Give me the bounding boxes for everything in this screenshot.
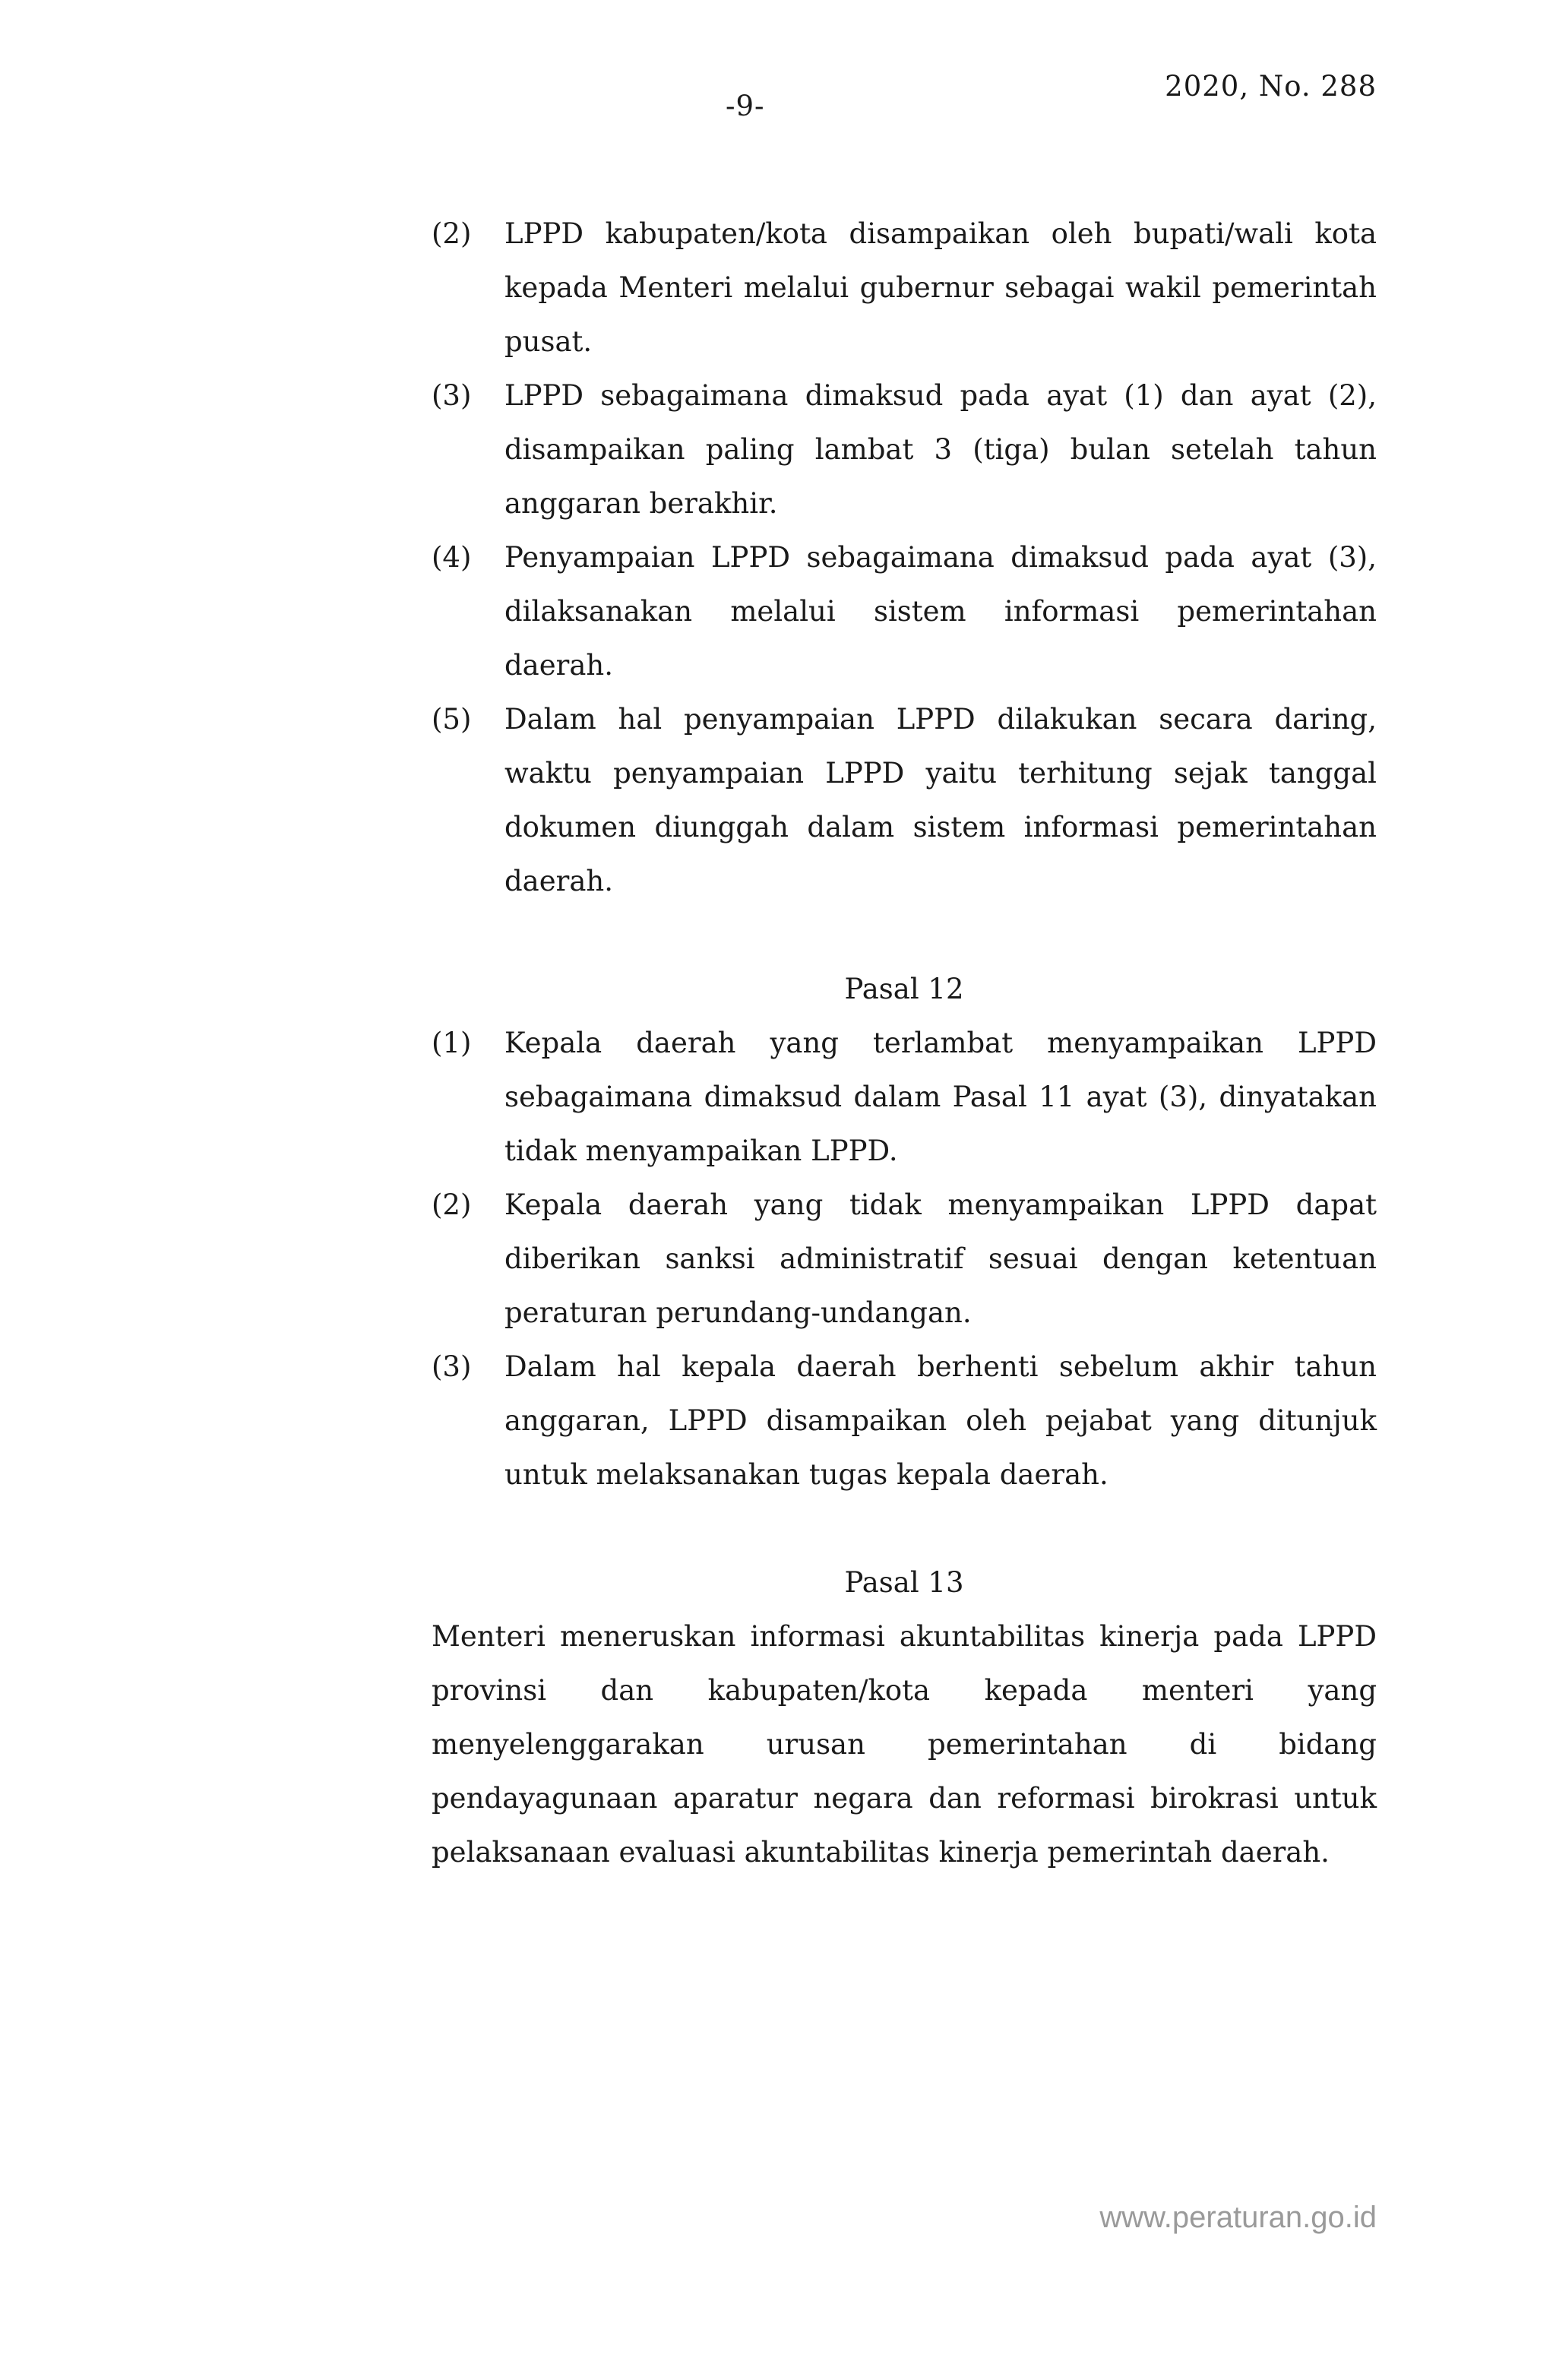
item-text: LPPD kabupaten/kota disampaikan oleh bupati/wali kota kepada Menteri melalui gubernur sebagai wakil pemerintah pusat. <box>504 217 1377 358</box>
document-reference: 2020, No. 288 <box>1165 70 1377 103</box>
item-number: (3) <box>432 379 472 412</box>
item-number: (4) <box>432 541 472 574</box>
list-item <box>432 369 1377 530</box>
item-text: Kepala daerah yang tidak menyampaikan LPPD dapat diberikan sanksi administratif sesuai dengan ketentuan peraturan perundang-undangan. <box>504 1188 1377 1329</box>
item-number: (3) <box>432 1350 472 1383</box>
document-body <box>432 207 1377 1879</box>
website-watermark: www.peraturan.go.id <box>1099 2201 1377 2234</box>
item-number: (2) <box>432 1188 472 1221</box>
item-text: Dalam hal penyampaian LPPD dilakukan secara daring, waktu penyampaian LPPD yaitu terhitung sejak tanggal dokumen diunggah dalam sistem informasi pemerintahan daerah. <box>504 703 1377 897</box>
item-text: Penyampaian LPPD sebagaimana dimaksud pada ayat (3), dilaksanakan melalui sistem informasi pemerintahan daerah. <box>504 541 1377 682</box>
pasal-13-section <box>432 1556 1377 1879</box>
list-item <box>432 692 1377 908</box>
item-number: (2) <box>432 217 472 250</box>
list-item <box>432 1016 1377 1178</box>
list-item <box>432 1340 1377 1502</box>
pasal-13-heading: Pasal 13 <box>844 1566 964 1599</box>
list-item <box>432 207 1377 369</box>
item-number: (5) <box>432 703 472 736</box>
list-item <box>432 1178 1377 1340</box>
item-text: LPPD sebagaimana dimaksud pada ayat (1) dan ayat (2), disampaikan paling lambat 3 (tiga) bulan setelah tahun anggaran berakhir. <box>504 379 1377 520</box>
pasal-13-paragraph: Menteri meneruskan informasi akuntabilitas kinerja pada LPPD provinsi dan kabupaten/kota kepada menteri yang menyelenggarakan urusan pemerintahan di bidang pendayagunaan aparatur negara dan reformasi birokrasi untuk pelaksanaan evaluasi akuntabilitas kinerja pemerintah daerah. <box>432 1620 1377 1869</box>
page-number: -9- <box>726 90 765 122</box>
item-number: (1) <box>432 1027 472 1059</box>
item-text: Kepala daerah yang terlambat menyampaikan LPPD sebagaimana dimaksud dalam Pasal 11 ayat (3), dinyatakan tidak menyampaikan LPPD. <box>504 1027 1377 1167</box>
pasal-11-continuation <box>432 207 1377 908</box>
list-item <box>432 530 1377 692</box>
item-text: Dalam hal kepala daerah berhenti sebelum akhir tahun anggaran, LPPD disampaikan oleh pejabat yang ditunjuk untuk melaksanakan tugas kepala daerah. <box>504 1350 1377 1491</box>
pasal-12-heading: Pasal 12 <box>844 973 964 1005</box>
pasal-12-section <box>432 962 1377 1502</box>
